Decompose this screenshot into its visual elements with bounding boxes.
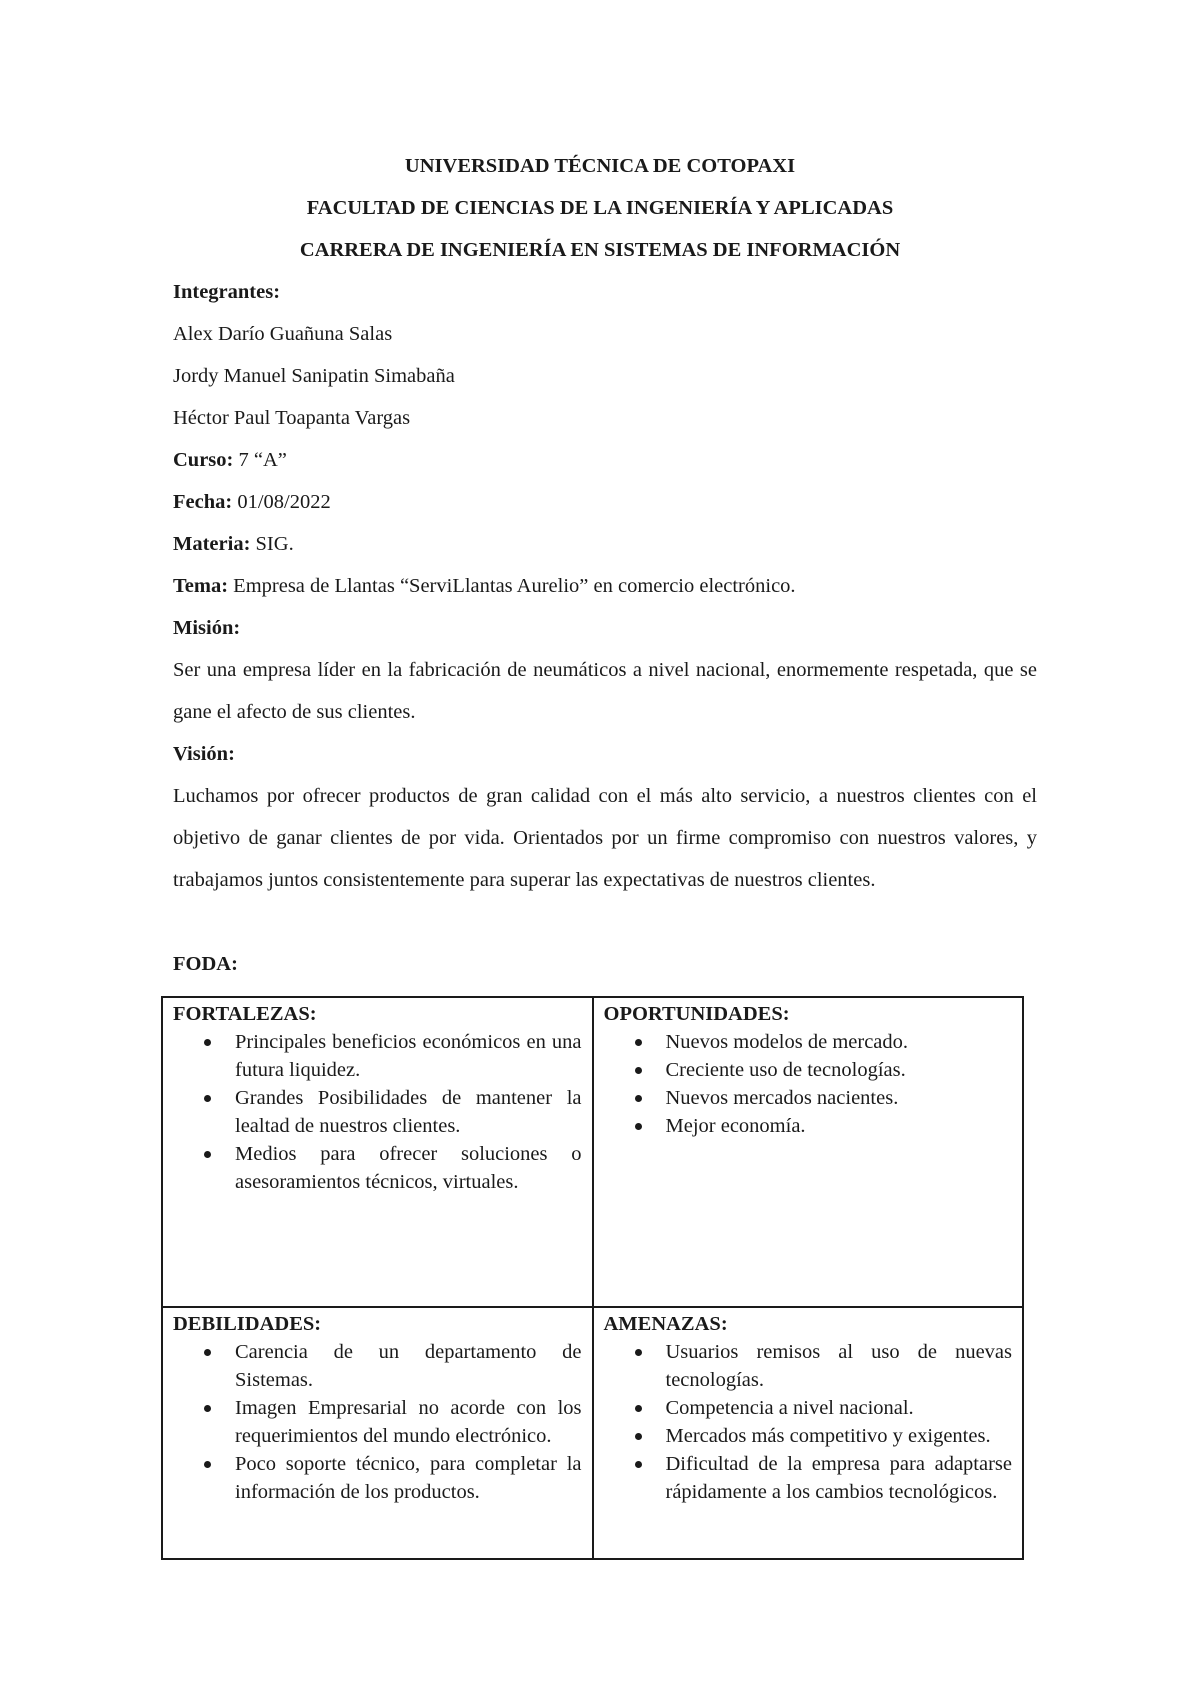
- date-line: [173, 481, 331, 523]
- career-title: CARRERA DE INGENIERÍA EN SISTEMAS DE INFORMACIÓN: [299, 239, 901, 261]
- debilidades-cell: [162, 1307, 593, 1559]
- fortalezas-list: [173, 1028, 582, 1196]
- course-value: 7 “A”: [233, 449, 287, 471]
- list-item: Usuarios remisos al uso de nuevas tecnologías.: [666, 1338, 1013, 1394]
- list-item: Competencia a nivel nacional.: [666, 1394, 1013, 1422]
- debilidades-title: DEBILIDADES:: [173, 1313, 322, 1335]
- topic-value: Empresa de Llantas “ServiLlantas Aurelio” en comercio electrónico.: [228, 575, 796, 597]
- date-value: 01/08/2022: [232, 491, 331, 513]
- fortalezas-cell: [162, 997, 593, 1307]
- list-item: Creciente uso de tecnologías.: [666, 1056, 1013, 1084]
- list-item: Mercados más competitivo y exigentes.: [666, 1422, 1013, 1450]
- topic-label: Tema:: [173, 575, 229, 597]
- list-item: Nuevos modelos de mercado.: [666, 1028, 1013, 1056]
- foda-row: [162, 1307, 1023, 1559]
- debilidades-list: [173, 1338, 582, 1506]
- foda-row: [162, 997, 1023, 1307]
- course-label: Curso:: [173, 449, 234, 471]
- university-title: UNIVERSIDAD TÉCNICA DE COTOPAXI: [404, 155, 796, 177]
- list-item: Dificultad de la empresa para adaptarse rápidamente a los cambios tecnológicos.: [666, 1450, 1013, 1506]
- foda-table: [161, 996, 1024, 1560]
- date-label: Fecha:: [173, 491, 233, 513]
- member-name: Jordy Manuel Sanipatin Simabaña: [173, 365, 455, 387]
- vision-label: Visión:: [173, 743, 235, 765]
- list-item: Nuevos mercados nacientes.: [666, 1084, 1013, 1112]
- member-name: Héctor Paul Toapanta Vargas: [173, 407, 411, 429]
- course-line: [173, 439, 287, 481]
- vision-text: Luchamos por ofrecer productos de gran calidad con el más alto servicio, a nuestros clientes con el objetivo de ganar clientes de por vida. Orientados por un firme compromiso con nuestros valores, y trabajamos juntos consistentemente para superar las expectativas de nuestros clientes.: [173, 785, 1037, 891]
- subject-label: Materia:: [173, 533, 251, 555]
- amenazas-cell: [593, 1307, 1024, 1559]
- list-item: Poco soporte técnico, para completar la información de los productos.: [235, 1450, 582, 1506]
- member-name: Alex Darío Guañuna Salas: [173, 323, 393, 345]
- mision-label: Misión:: [173, 617, 241, 639]
- list-item: Imagen Empresarial no acorde con los requerimientos del mundo electrónico.: [235, 1394, 582, 1450]
- oportunidades-title: OPORTUNIDADES:: [603, 1003, 790, 1025]
- oportunidades-cell: [593, 997, 1024, 1307]
- topic-line: [173, 565, 796, 607]
- fortalezas-title: FORTALEZAS:: [173, 1003, 317, 1025]
- amenazas-list: [604, 1338, 1013, 1506]
- faculty-title: FACULTAD DE CIENCIAS DE LA INGENIERÍA Y APLICADAS: [306, 197, 894, 219]
- members-label: Integrantes:: [173, 281, 281, 303]
- amenazas-title: AMENAZAS:: [603, 1313, 728, 1335]
- subject-value: SIG.: [250, 533, 294, 555]
- list-item: Carencia de un departamento de Sistemas.: [235, 1338, 582, 1394]
- list-item: Medios para ofrecer soluciones o asesoramientos técnicos, virtuales.: [235, 1140, 582, 1196]
- list-item: Grandes Posibilidades de mantener la lealtad de nuestros clientes.: [235, 1084, 582, 1140]
- oportunidades-list: [604, 1028, 1013, 1140]
- subject-line: [173, 523, 294, 565]
- list-item: Mejor economía.: [666, 1112, 1013, 1140]
- list-item: Principales beneficios económicos en una futura liquidez.: [235, 1028, 582, 1084]
- mision-text: Ser una empresa líder en la fabricación de neumáticos a nivel nacional, enormemente respetada, que se gane el afecto de sus clientes.: [173, 659, 1037, 723]
- foda-label: FODA:: [173, 953, 238, 975]
